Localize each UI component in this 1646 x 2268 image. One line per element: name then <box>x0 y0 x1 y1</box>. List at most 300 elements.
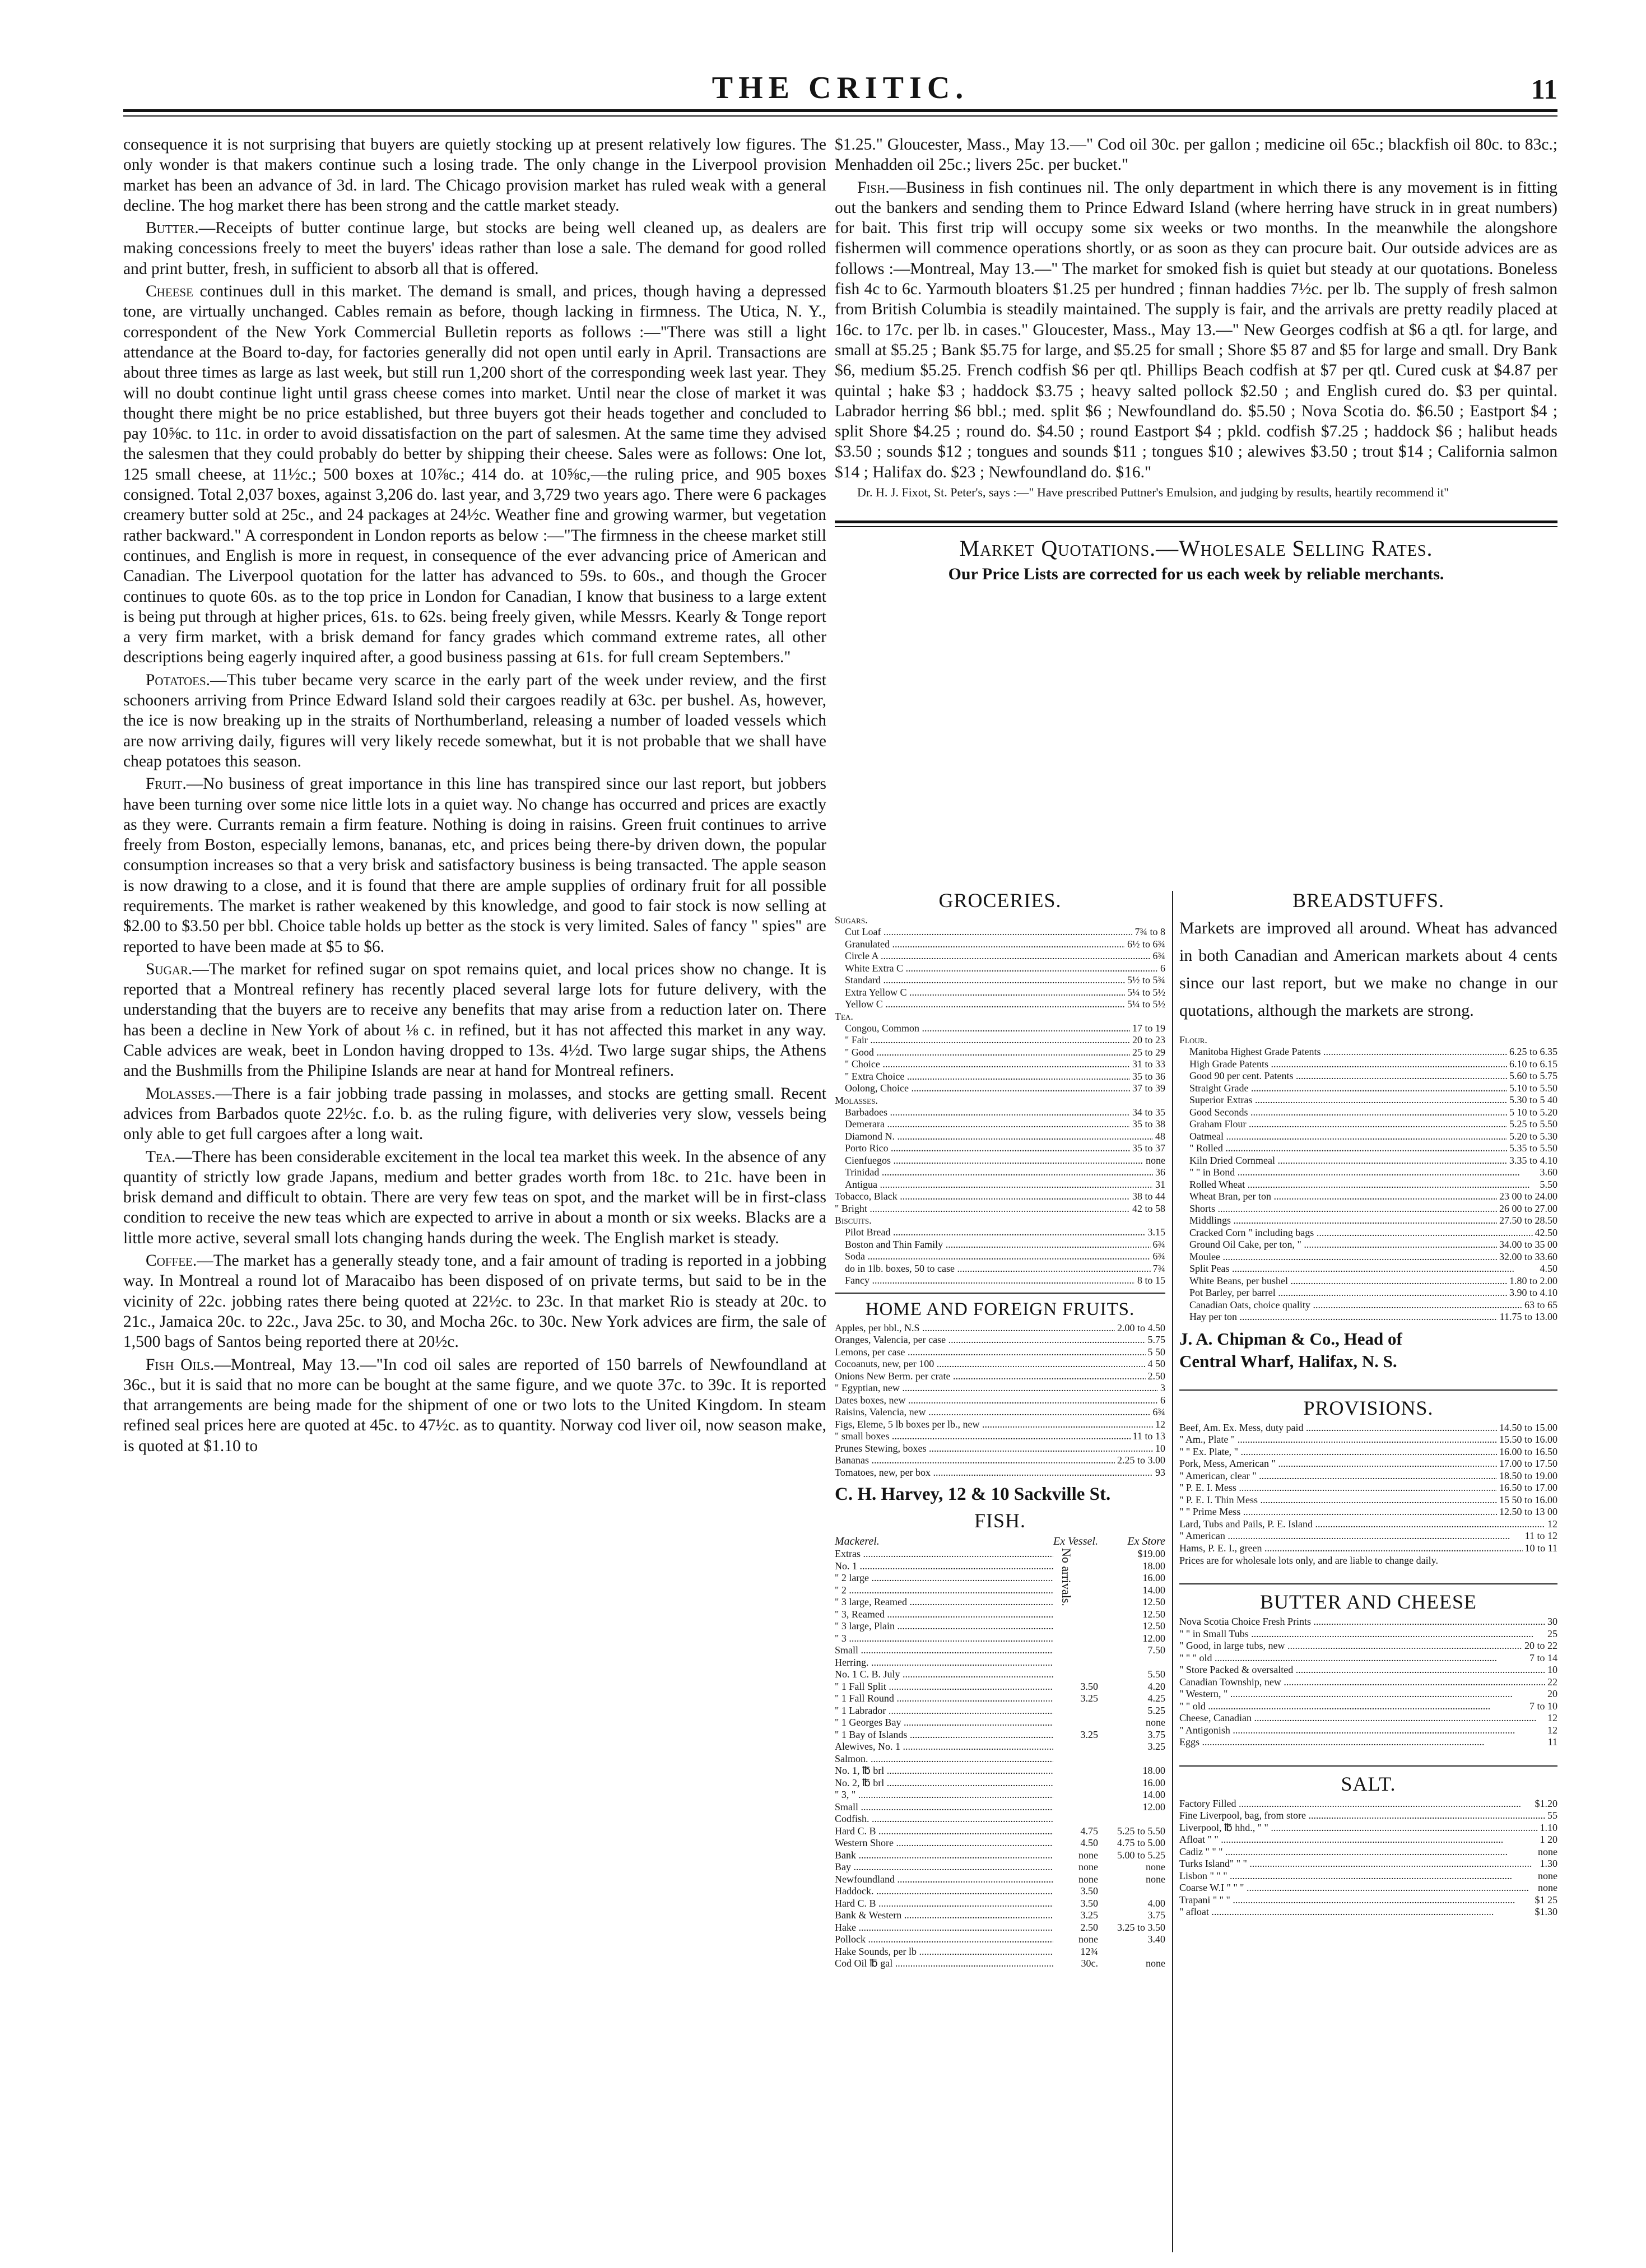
fish-cell-a <box>1053 1705 1098 1717</box>
item-name: Trinidad ..... <box>845 1166 1153 1179</box>
item-name: Tobacco, Black ..... <box>835 1191 1130 1203</box>
item-name: High Grade Patents ..... <box>1189 1058 1507 1071</box>
tea-list <box>835 1023 1165 1095</box>
tobacco-list <box>835 1191 1165 1215</box>
fish-row <box>835 1584 1165 1597</box>
price-row <box>1179 1530 1557 1542</box>
item-name: " " Ex. Plate, " ..... <box>1179 1446 1497 1458</box>
butter-text: —Receipts of butter continue large, but stocks are being well cleaned up, as dealers are making concessions freely to meet the buyers' ideas rather than lose a sale. The demand for good rolled and print butter, fresh, in sufficient to absorb all that is offered. <box>123 219 826 278</box>
provisions-list <box>1179 1422 1557 1555</box>
molasses-list-label: Molasses. <box>835 1094 878 1106</box>
fish-row <box>835 1813 1165 1825</box>
fish-cell-a <box>1053 1644 1098 1657</box>
fish-cell-name: Hake Sounds, per lb ..... <box>835 1946 1053 1958</box>
price-row <box>845 1034 1165 1047</box>
fish-cell-b: 5.50 <box>1147 1669 1165 1680</box>
item-name: Onions New Berm. per crate ..... <box>835 1370 1146 1383</box>
fish-cell-name: " 1 Fall Round ..... <box>835 1693 1053 1705</box>
fish-cell-name: Extras ..... <box>835 1548 1053 1560</box>
item-price: 30 <box>1547 1616 1557 1627</box>
fish-cell-b: none <box>1146 1873 1165 1885</box>
price-row <box>1179 1458 1557 1470</box>
item-price: 25 <box>1547 1628 1557 1639</box>
flour-label: Flour. <box>1179 1034 1207 1045</box>
price-row <box>1189 1215 1557 1227</box>
item-name: Pork, Mess, American " ..... <box>1179 1458 1497 1470</box>
item-name: " Bright ..... <box>835 1203 1130 1215</box>
fish-cell-name: " 2 large ..... <box>835 1572 1053 1584</box>
price-row <box>1179 1494 1557 1507</box>
fish-cell-b: 18.00 <box>1142 1765 1165 1776</box>
item-price: 5½ to 5¾ <box>1127 974 1165 986</box>
fish-row <box>835 1898 1165 1910</box>
fish-cell-name: No. 1 ..... <box>835 1560 1053 1573</box>
item-price: 37 to 39 <box>1132 1082 1165 1094</box>
fish-cell-b: 16.00 <box>1142 1777 1165 1788</box>
item-name: " " in Bond ..... <box>1189 1166 1538 1179</box>
fish-label: Fish. <box>857 178 890 197</box>
item-price: 35 to 36 <box>1132 1070 1165 1082</box>
fish-row <box>835 1705 1165 1717</box>
breadstuffs-heading: BREADSTUFFS. <box>1292 889 1445 912</box>
fish-cell-name: Pollock ..... <box>835 1934 1053 1946</box>
breadstuffs-credit-1: J. A. Chipman & Co., Head of <box>1179 1328 1402 1349</box>
fish-row <box>835 1609 1165 1621</box>
molasses-label: Molasses. <box>146 1084 216 1103</box>
sugars-label: Sugars. <box>835 914 868 926</box>
item-name: Oolong, Choice ..... <box>845 1082 1130 1095</box>
fish-cell-name: No. 1, ℔ brl ..... <box>835 1765 1053 1777</box>
price-row <box>1179 1894 1557 1907</box>
fish-row <box>835 1681 1165 1693</box>
item-price: 15.50 to 16.00 <box>1499 1434 1557 1445</box>
fish-cell-b: 5.00 to 5.25 <box>1117 1849 1165 1861</box>
breadstuffs-text: Markets are improved all around. Wheat has advanced in both Canadian and American markets about 4 cents since our last report, but we make no change in our quotations, although the markets are strong. <box>1179 919 1557 1020</box>
price-row <box>835 1454 1165 1467</box>
paragraph-oil-continued: $1.25." Gloucester, Mass., May 13.—" Cod oil 30c. per gallon ; medicine oil 65c.; blackfish oil 80c. to 83c.; Menhadden oil 25c.; livers 25c. per bucket." <box>835 136 1557 174</box>
item-price: none <box>1146 1154 1165 1166</box>
paragraph-potatoes <box>123 670 826 772</box>
item-name: Porto Rico ..... <box>845 1142 1130 1155</box>
item-name: Fancy ..... <box>845 1275 1135 1287</box>
item-price: none <box>1538 1870 1557 1881</box>
item-name: Trapani " " " ..... <box>1179 1894 1533 1907</box>
fish-cell-name: Codfish. ..... <box>835 1813 1053 1825</box>
groceries-heading: GROCERIES. <box>938 889 1062 912</box>
item-name: Split Peas ..... <box>1189 1263 1538 1275</box>
item-name: Diamond N. ..... <box>845 1131 1153 1143</box>
item-name: Standard ..... <box>845 974 1125 987</box>
fish-cell-name: " 3 ..... <box>835 1633 1053 1645</box>
item-price: 55 <box>1547 1810 1557 1821</box>
fish-cell-name: Bay ..... <box>835 1861 1053 1874</box>
fish-cell-name: " 1 Labrador ..... <box>835 1705 1053 1717</box>
item-price: 5¼ to 5½ <box>1127 998 1165 1010</box>
item-price: 6¾ <box>1152 950 1165 961</box>
price-row <box>1189 1070 1557 1082</box>
price-row <box>845 1239 1165 1251</box>
item-price: 35 to 37 <box>1132 1142 1165 1154</box>
fish-cell-name: " 1 Fall Split ..... <box>835 1681 1053 1693</box>
item-price: 11 <box>1547 1736 1557 1748</box>
fish-row <box>835 1777 1165 1790</box>
item-name: " Egyptian, new ..... <box>835 1382 1158 1395</box>
item-price: 11.75 to 13.00 <box>1499 1311 1557 1322</box>
item-name: Afloat " " ..... <box>1179 1834 1538 1846</box>
price-row <box>845 1142 1165 1155</box>
item-name: Figs, Eleme, 5 lb boxes per lb., new ..... <box>835 1419 1153 1431</box>
item-price: 12 <box>1547 1724 1557 1736</box>
item-price: 5.50 <box>1540 1178 1557 1190</box>
item-name: Eggs ..... <box>1179 1736 1546 1749</box>
fish-row <box>835 1934 1165 1946</box>
price-row <box>835 1382 1165 1395</box>
price-row <box>1179 1652 1557 1665</box>
price-row <box>835 1406 1165 1419</box>
quotations-left <box>835 885 1165 1970</box>
cheese-label: Cheese <box>146 282 194 301</box>
item-price: 26 00 to 27.00 <box>1499 1202 1557 1214</box>
price-row <box>845 974 1165 987</box>
salt-list <box>1179 1798 1557 1918</box>
item-price: 12 <box>1155 1418 1165 1430</box>
item-price: 2.00 to 4.50 <box>1117 1322 1165 1333</box>
item-price: 3.60 <box>1540 1166 1557 1178</box>
price-row <box>835 1334 1165 1346</box>
item-price: $1 25 <box>1535 1894 1557 1906</box>
fish-row <box>835 1669 1165 1681</box>
item-name: Extra Yellow C ..... <box>845 987 1125 999</box>
fish-cell-b <box>1098 1813 1165 1825</box>
fish-oils-label: Fish Oils. <box>146 1355 215 1374</box>
paragraph-fish-oils <box>123 1355 826 1456</box>
fish-cell-a: 3.25 <box>1080 1909 1098 1921</box>
item-name: Straight Grade ..... <box>1189 1082 1507 1095</box>
fish-cell-b: none <box>1146 1717 1165 1728</box>
item-price: 6½ to 6¾ <box>1127 938 1165 950</box>
item-price: 48 <box>1155 1130 1165 1142</box>
item-name: Barbadoes ..... <box>845 1107 1130 1119</box>
item-price: 3.15 <box>1147 1226 1165 1238</box>
item-name: Good Seconds ..... <box>1189 1107 1507 1119</box>
left-column <box>123 134 826 1456</box>
item-price: 20 <box>1547 1688 1557 1699</box>
fish-cell-a <box>1053 1813 1098 1825</box>
fish-row <box>835 1753 1165 1765</box>
item-name: Wheat Bran, per ton ..... <box>1189 1191 1497 1203</box>
fish-cell-name: Haddock. ..... <box>835 1885 1053 1898</box>
fish-cell-a <box>1053 1765 1098 1777</box>
item-price: 3.35 to 4.10 <box>1509 1154 1557 1166</box>
molasses-list <box>835 1107 1165 1191</box>
fruit-text: —No business of great importance in this line has transpired since our last report, but jobbers have been turning over some nice little lots in a quiet way. No change has occurred and prices are exactly as they were. Currants remain a firm feature. Nothing is doing in raisins. Green fruit continues to arrive freely from Boston, especially lemons, bananas, etc, and prices being there-by driven down, the popular consumption increases so that a very brisk and satisfactory business is being transacted. The apple season is now drawing to a close, and it is found that there are ample supplies of ordinary fruit for all possible requirements. The market is rather weakened by this knowledge, and good to fair stock is now selling at $2.00 to $3.50 per bbl. Choice table holds up better as the stock is very limited. Sales of fancy " spies" are reported to have been made at $5 to $6. <box>123 775 826 956</box>
item-price: 5.60 to 5.75 <box>1509 1070 1557 1081</box>
item-price: 18.50 to 19.00 <box>1499 1470 1557 1481</box>
fish-cell-name: Western Shore ..... <box>835 1837 1053 1849</box>
coffee-label: Coffee. <box>146 1252 197 1270</box>
price-row <box>1179 1542 1557 1555</box>
item-name: " American, clear " ..... <box>1179 1470 1497 1482</box>
fish-cell-a <box>1053 1777 1098 1790</box>
item-price: $1.20 <box>1535 1797 1557 1809</box>
item-price: 38 to 44 <box>1132 1191 1165 1202</box>
price-row <box>1189 1251 1557 1263</box>
price-row <box>1179 1712 1557 1725</box>
price-row <box>835 1191 1165 1203</box>
fish-cell-b: 5.25 to 5.50 <box>1117 1825 1165 1837</box>
fish-cell-name: " 3 large, Reamed ..... <box>835 1596 1053 1609</box>
fish-cell-name: Hard C. B ..... <box>835 1898 1053 1910</box>
item-price: 20 to 23 <box>1132 1034 1165 1045</box>
price-row <box>1189 1094 1557 1107</box>
price-row <box>1179 1858 1557 1870</box>
fish-mackerel-label: Mackerel. <box>835 1535 880 1547</box>
item-name: do in 1lb. boxes, 50 to case ..... <box>845 1263 1151 1275</box>
item-price: 5 50 <box>1147 1346 1165 1358</box>
item-name: " " old ..... <box>1179 1700 1527 1713</box>
fish-cell-name: Alewives, No. 1 ..... <box>835 1741 1053 1753</box>
fish-cell-a: 2.50 <box>1080 1921 1098 1933</box>
fish-row <box>835 1885 1165 1898</box>
price-row <box>1189 1131 1557 1143</box>
fish-text: —Business in fish continues nil. The only department in which there is any movement is in fitting out the bankers and sending them to Prince Edward Island (where herring have struck in in great numbers) for bait. This first trip will occupy some six weeks or two months. In the meanwhile the alongshore fishermen will commence operations shortly, or as soon as they can procure bait. Our outside advices are as follows :—Montreal, May 13.—" The market for smoked fish is quiet but steady at our quotations. Boneless fish 4c to 6c. Yarmouth bloaters $1.25 per hundred ; finnan haddies 7½c. per lb. The supply of fresh salmon from British Columbia is steadily maintained. The supply is fair, and the arrivals are pretty readily placed at 16c. to 17c. per lb. in cases." Gloucester, Mass., May 13.—" New Georges codfish at $6 a qtl. for large, and small at $5.25 ; Bank $5.75 for large, and $5.25 for small ; Shore $5 87 and $5 for large and small. Dry Bank $6, medium $5.25. French codfish $6 per qtl. Phillips Beach codfish at $7 per qtl. Cured cusk at $4.87 per quintal ; hake $3 ; haddock $3.75 ; heavy salted pollock $2.50 ; and English cured do. $3 per quintal. Labrador herring $6 bbl.; med. split $6 ; Newfoundland do. $5.50 ; Nova Scotia do. $6.50 ; Eastport $4 ; split Shore $4.25 ; round do. $4.50 ; round Eastport $4 ; pkld. codfish $7.25 ; haddock $6 ; halibut heads $3.50 ; sounds $12 ; tongues and sounds $11 ; tongues $10 ; alewives $3.50 ; trout $14 ; California salmon $14 ; Halifax do. $23 ; Newfoundland do. $16." <box>835 178 1557 481</box>
fish-row <box>835 1874 1165 1886</box>
fish-cell-name: Salmon. ..... <box>835 1753 1053 1765</box>
item-name: Graham Flour ..... <box>1189 1118 1507 1131</box>
price-row <box>845 1118 1165 1131</box>
item-price: 7 to 14 <box>1529 1652 1557 1663</box>
quotations-table <box>835 885 1557 2252</box>
fish-cell-a <box>1053 1669 1098 1681</box>
fish-cell-name: " 3 large, Plain ..... <box>835 1620 1053 1633</box>
fish-row <box>835 1620 1165 1633</box>
fish-cell-name: " 2 ..... <box>835 1584 1053 1597</box>
price-row <box>845 1179 1165 1191</box>
item-price: 11 to 12 <box>1524 1530 1557 1541</box>
salt-heading: SALT. <box>1341 1772 1396 1795</box>
item-name: Lisbon " " " ..... <box>1179 1870 1536 1883</box>
fish-row <box>835 1922 1165 1934</box>
item-price: 4.50 <box>1540 1263 1557 1274</box>
price-row <box>1189 1311 1557 1323</box>
item-name: Congou, Common ..... <box>845 1023 1130 1035</box>
item-name: Oranges, Valencia, per case ..... <box>835 1334 1146 1346</box>
item-price: 17 to 19 <box>1132 1022 1165 1034</box>
item-name: " afloat ..... <box>1179 1906 1533 1918</box>
item-price: 16.50 to 17.00 <box>1499 1482 1557 1493</box>
price-row <box>1179 1810 1557 1822</box>
fruits-heading: HOME AND FOREIGN FRUITS. <box>865 1299 1135 1319</box>
item-price: 17.00 to 17.50 <box>1499 1458 1557 1469</box>
item-name: Kiln Dried Cornmeal ..... <box>1189 1155 1507 1167</box>
item-price: 3.90 to 4.10 <box>1509 1287 1557 1298</box>
price-row <box>1179 1725 1557 1737</box>
item-name: Liverpool, ℔ hhd., " " ..... <box>1179 1822 1538 1834</box>
price-row <box>1179 1846 1557 1858</box>
coffee-text: —The market has a generally steady tone, and a fair amount of trading is reported in a jobbing way. In Montreal a round lot of Maracaibo has been disposed of on private terms, but said to be in the vicinity of 22c. jobbing rates there being quoted at 22½c. to 23c. In that market Rio is steady at 20c. to 21c., Jamaica 20c. to 22c., Java 25c. to 30, and Mocha 26c. to 30c. New York advices are firm, the sale of 1,500 bags of Santos being reported there at 20½c. <box>123 1252 826 1351</box>
fish-cell-a: 30c. <box>1081 1958 1098 1969</box>
item-name: " Antigonish ..... <box>1179 1725 1545 1737</box>
price-row <box>845 998 1165 1011</box>
fish-cell-name: Hake ..... <box>835 1922 1053 1934</box>
item-price: 27.50 to 28.50 <box>1499 1215 1557 1226</box>
fish-cell-b: 3.25 to 3.50 <box>1117 1921 1165 1933</box>
item-name: Superior Extras ..... <box>1189 1094 1507 1107</box>
item-price: 6 <box>1160 962 1165 974</box>
fish-cell-b: 12.00 <box>1142 1632 1165 1644</box>
price-row <box>1179 1688 1557 1700</box>
item-price: 31 to 33 <box>1132 1058 1165 1070</box>
fish-cell-a: 4.75 <box>1080 1825 1098 1837</box>
item-name: Rolled Wheat ..... <box>1189 1179 1538 1191</box>
fish-cell-b: 4.00 <box>1147 1897 1165 1909</box>
fish-cell-a <box>1053 1741 1098 1753</box>
item-price: 7¾ to 8 <box>1134 926 1165 937</box>
item-price: 5.25 to 5.50 <box>1509 1118 1557 1130</box>
price-row <box>845 1131 1165 1143</box>
fish-cell-b: $19.00 <box>1137 1548 1165 1559</box>
item-name: Manitoba Highest Grade Patents ..... <box>1189 1046 1507 1058</box>
fruit-label: Fruit. <box>146 775 187 793</box>
fish-cell-a <box>1053 1789 1098 1801</box>
quotations-right <box>1179 885 1557 1918</box>
price-row <box>835 1346 1165 1359</box>
item-price: 16.00 to 16.50 <box>1499 1446 1557 1457</box>
item-price: 3 <box>1160 1382 1165 1393</box>
item-price: 20 to 22 <box>1524 1640 1557 1651</box>
fish-cell-a <box>1053 1801 1098 1814</box>
item-name: Moulee ..... <box>1189 1251 1497 1263</box>
item-name: Hams, P. E. I., green ..... <box>1179 1542 1523 1555</box>
item-price: 6 <box>1160 1394 1165 1406</box>
sugar-label: Sugar. <box>146 960 193 978</box>
price-row <box>835 1395 1165 1407</box>
fish-row <box>835 1693 1165 1705</box>
item-name: Good 90 per cent. Patents ..... <box>1189 1070 1507 1082</box>
fish-cell-b: 14.00 <box>1142 1584 1165 1596</box>
butter-label: Butter. <box>146 219 199 238</box>
molasses-text: —There is a fair jobbing trade passing in molasses, and stocks are getting small. Recent advices from Barbados quote 22½c. f.o. b. as the ruling figure, with deliveries very slow, vessels being only able to get full cargoes after a long wait. <box>123 1084 826 1144</box>
fish-cell-name: Newfoundland ..... <box>835 1874 1053 1886</box>
fish-cell-a: none <box>1078 1934 1098 1945</box>
price-row <box>1189 1227 1557 1239</box>
item-name: Circle A ..... <box>845 950 1151 963</box>
fish-cell-b: 4.25 <box>1147 1693 1165 1704</box>
item-name: " Choice ..... <box>845 1058 1130 1071</box>
fish-row <box>835 1825 1165 1838</box>
item-name: Turks Island" " " ..... <box>1179 1858 1538 1870</box>
fish-cell-name: " 3, Reamed ..... <box>835 1609 1053 1621</box>
item-name: Fine Liverpool, bag, from store ..... <box>1179 1810 1545 1822</box>
item-name: Factory Filled ..... <box>1179 1798 1533 1810</box>
item-price: 1.30 <box>1540 1858 1557 1869</box>
item-price: 42.50 <box>1535 1226 1557 1238</box>
item-name: Lard, Tubs and Pails, P. E. Island ..... <box>1179 1518 1545 1531</box>
fish-cell-name: No. 2, ℔ brl ..... <box>835 1777 1053 1790</box>
item-name: " small boxes ..... <box>835 1430 1131 1443</box>
fish-cell-b: 3.25 <box>1147 1741 1165 1752</box>
price-row <box>835 1322 1165 1335</box>
testimonial: Dr. H. J. Fixot, St. Peter's, says :—" Have prescribed Puttner's Emulsion, and judging by results, heartily recommend it" <box>857 485 1449 500</box>
item-name: Cracked Corn " including bags ..... <box>1189 1227 1533 1239</box>
item-name: Raisins, Valencia, new ..... <box>835 1406 1151 1419</box>
fish-row <box>835 1801 1165 1814</box>
item-name: Demerara ..... <box>845 1118 1130 1131</box>
fish-cell-name: Hard C. B ..... <box>835 1825 1053 1838</box>
fish-cell-b: 4.20 <box>1147 1680 1165 1692</box>
fish-cell-name: Cod Oil ℔ gal ..... <box>835 1958 1053 1970</box>
item-name: " Rolled ..... <box>1189 1142 1507 1155</box>
price-row <box>845 963 1165 975</box>
paragraph-butter <box>123 218 826 279</box>
price-row <box>1189 1287 1557 1299</box>
item-price: 12 <box>1547 1518 1557 1530</box>
breadstuffs-credit-2: Central Wharf, Halifax, N. S. <box>1179 1351 1397 1371</box>
price-row <box>1179 1700 1557 1713</box>
fish-cell-b: 18.00 <box>1142 1560 1165 1572</box>
item-name: Pilot Bread ..... <box>845 1226 1146 1239</box>
item-name: " Extra Choice ..... <box>845 1071 1130 1083</box>
price-row <box>835 1419 1165 1431</box>
item-price: 36 <box>1155 1166 1165 1178</box>
market-subheading: Our Price Lists are corrected for us each week by reliable merchants. <box>948 565 1444 584</box>
price-row <box>845 1058 1165 1071</box>
fish-cell-a: 12¾ <box>1080 1945 1098 1957</box>
item-price: 6¾ <box>1152 1251 1165 1262</box>
item-name: Granulated ..... <box>845 938 1125 951</box>
item-name: Cheese, Canadian ..... <box>1179 1712 1545 1725</box>
item-price: 2.25 to 3.00 <box>1117 1454 1165 1466</box>
price-row <box>1179 1882 1557 1894</box>
fish-cell-a: 3.50 <box>1080 1885 1098 1897</box>
price-row <box>1189 1275 1557 1288</box>
item-name: Tomatoes, new, per box ..... <box>835 1467 1153 1479</box>
paragraph-intro: consequence it is not surprising that buyers are quietly stocking up at present relatively low figures. The only wonder is that makers continue such a losing trade. The only change in the Liverpool provision market has been an advance of 3d. in lard. The Chicago provision market has ruled weak with a general decline. The hog market there has been strong and the cattle market steady. <box>123 136 826 215</box>
price-row <box>1179 1798 1557 1810</box>
potatoes-label: Potatoes. <box>146 671 211 689</box>
item-name: Apples, per bbl., N.S ..... <box>835 1322 1115 1335</box>
fish-cell-name: " 1 Bay of Islands ..... <box>835 1729 1053 1741</box>
fish-cell-a <box>1053 1657 1098 1669</box>
price-row <box>835 1370 1165 1383</box>
price-row <box>1179 1628 1557 1640</box>
price-row <box>835 1358 1165 1370</box>
item-price: 34 to 35 <box>1132 1106 1165 1118</box>
price-row <box>1189 1299 1557 1312</box>
item-name: Coarse W.I " " " ..... <box>1179 1882 1536 1894</box>
item-price: 1 20 <box>1540 1834 1557 1845</box>
fish-row <box>835 1729 1165 1741</box>
item-name: Middlings ..... <box>1189 1215 1497 1227</box>
price-row <box>845 950 1165 963</box>
masthead <box>123 67 1557 106</box>
price-row <box>845 1251 1165 1263</box>
masthead-rule <box>123 109 1557 117</box>
price-row <box>1179 1870 1557 1883</box>
item-name: Pot Barley, per barrel ..... <box>1189 1287 1507 1299</box>
price-row <box>845 938 1165 951</box>
page-number: 11 <box>1531 73 1557 105</box>
price-row <box>1179 1640 1557 1652</box>
item-name: Hay per ton ..... <box>1189 1311 1498 1323</box>
item-name: Antigua ..... <box>845 1179 1153 1191</box>
price-row <box>845 1071 1165 1083</box>
fish-row <box>835 1717 1165 1729</box>
section-rule <box>835 520 1557 527</box>
fish-cell-name: Herring. ..... <box>835 1657 1053 1669</box>
fish-cell-a <box>1053 1717 1098 1729</box>
fish-row <box>835 1946 1165 1958</box>
